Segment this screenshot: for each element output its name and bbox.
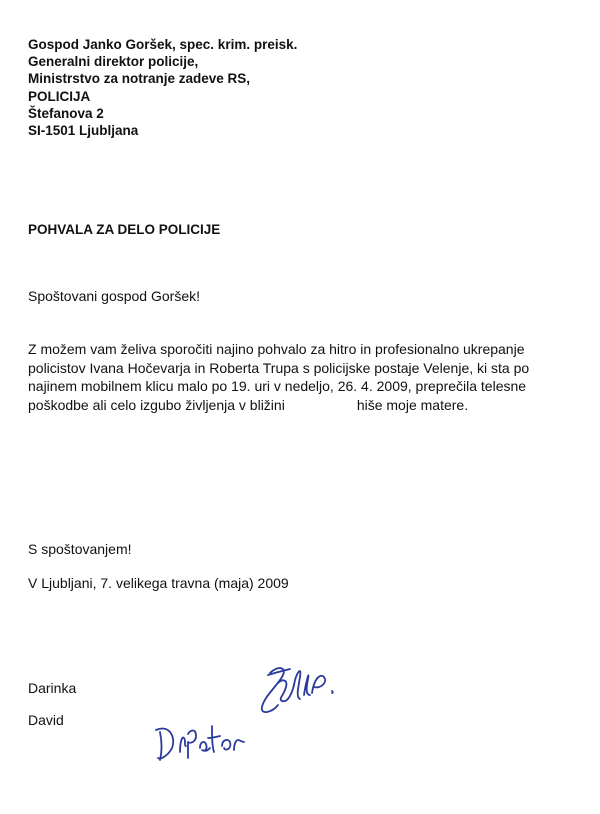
handwritten-signature-2 xyxy=(150,712,260,767)
place-date: V Ljubljani, 7. velikega travna (maja) 2009 xyxy=(28,575,289,591)
body-line: policistov Ivana Hočevarja in Roberta Trupa s policijske postaje Velenje, ki sta po xyxy=(28,359,530,376)
signer-name-david: David xyxy=(28,712,64,728)
recipient-address xyxy=(28,36,428,139)
recipient-line: Ministrstvo za notranje zadeve RS, xyxy=(28,71,251,87)
letter-body xyxy=(28,340,588,414)
signer-name-darinka: Darinka xyxy=(28,680,77,696)
body-line-part: hiše moje matere. xyxy=(356,396,469,413)
letter-subject: POHVALA ZA DELO POLICIJE xyxy=(28,222,221,237)
recipient-line: Gospod Janko Goršek, spec. krim. preisk. xyxy=(28,37,298,52)
letter-greeting: Spoštovani gospod Goršek! xyxy=(28,288,200,304)
handwritten-signature-1 xyxy=(248,655,348,725)
recipient-line: SI-1501 Ljubljana xyxy=(28,123,139,139)
body-line: najinem mobilnem klicu malo po 19. uri v nedeljo, 26. 4. 2009, preprečila telesne xyxy=(28,378,527,394)
recipient-line: Generalni direktor policije, xyxy=(28,54,199,70)
body-line: Z možem vam želiva sporočiti najino pohvalo za hitro in profesionalno ukrepanje xyxy=(28,341,525,357)
recipient-line: POLICIJA xyxy=(28,88,91,104)
recipient-line: Štefanova 2 xyxy=(28,105,104,121)
body-line-part: poškodbe ali celo izgubo življenja v bližini xyxy=(28,396,285,413)
letter-closing: S spoštovanjem! xyxy=(28,541,132,557)
body-line-last xyxy=(28,396,588,415)
